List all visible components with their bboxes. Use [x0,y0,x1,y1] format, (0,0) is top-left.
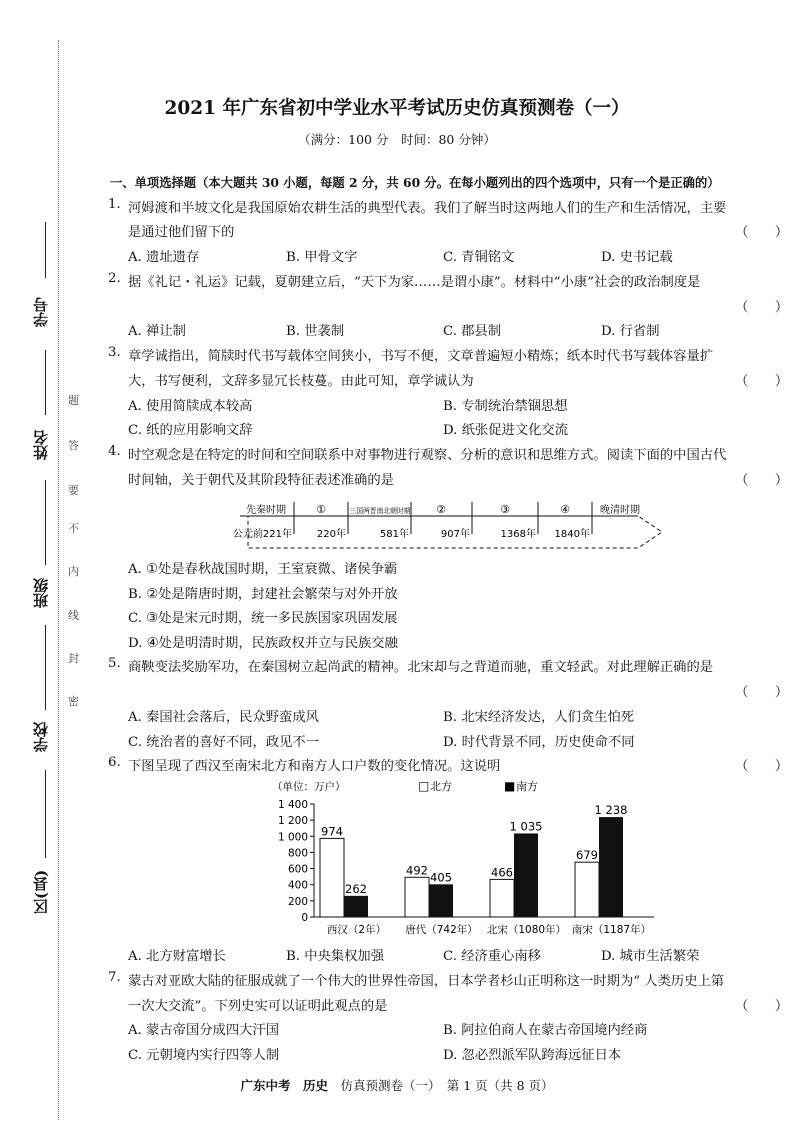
legend-north-label: 北方 [430,780,452,793]
timeline-date: 220年 [316,529,346,540]
question-text: 商鞅变法奖励军功，在秦国树立起尚武的精神。北宋却与之背道而驰，重文轻武。对此理解正确的是 [128,660,714,675]
option-a: A. ①处是春秋战国时期，王室衰微、诸侯争霸 [128,562,398,577]
timeline-period: 三国两晋南北朝时期 [349,507,411,515]
option-d: D. ④处是明清时期，民族政权并立与民族交融 [128,636,398,651]
question-text: 下图呈现了西汉至南宋北方和南方人口户数的变化情况。这说明 [128,759,501,774]
option-d: D. 史书记载 [601,250,673,265]
y-tick-label: 0 [301,912,308,924]
chart-unit-label: （单位：万户） [272,781,346,793]
bar-north [405,877,429,917]
y-tick-label: 1 000 [277,831,308,844]
option-a: A. 北方财富增长 [128,949,226,964]
answer-paren[interactable]: （ ） [735,759,789,774]
option-d: D. 纸张促进文化交流 [443,423,569,438]
option-d: D. 忽必烈派军队跨海远征日本 [443,1048,622,1063]
answer-paren[interactable]: （ ） [735,685,789,700]
exam-subtitle: （满分：100 分 时间：80 分钟） [298,132,496,147]
footer-subject: 广东中考 历史 [240,1078,328,1093]
question-text: 蒙古对亚欧大陆的征服成就了一个伟大的世界性帝国，日本学者杉山正明称这一时期为“ 人类历史上第 [128,974,725,989]
bar-south [344,896,368,917]
data-label-south: 405 [430,870,452,885]
option-c: C. 郡县制 [443,324,502,339]
option-c: C. 元朝境内实行四等人制 [128,1048,280,1063]
option-a: A. 蒙古帝国分成四大汗国 [128,1023,280,1038]
binding-line [58,40,59,1120]
timeline-date: 1840年 [554,529,590,540]
option-b: B. ②处是隋唐时期，封建社会繁荣与对外开放 [128,587,398,602]
timeline-figure [232,494,670,550]
bar-north [320,838,344,917]
class-label: 班级 [32,578,50,608]
data-label-south: 1 238 [594,803,628,818]
option-a: A. 禅让制 [128,324,186,339]
y-tick-label: 200 [287,895,308,908]
timeline-date: 1368年 [500,529,536,540]
answer-paren[interactable]: （ ） [735,999,789,1014]
option-b: B. 中央集权加强 [286,949,385,964]
bar-north [575,862,599,917]
question-number: 4. [108,444,121,459]
timeline-date: 907年 [440,529,470,540]
option-b: B. 阿拉伯商人在蒙古帝国境内经商 [443,1023,648,1038]
answer-paren[interactable]: （ ） [735,473,789,488]
seal-char: 题 [68,394,79,407]
option-b: B. 甲骨文字 [286,250,358,265]
question-number: 5. [108,656,121,671]
data-label-north: 974 [321,824,343,839]
district-line[interactable] [45,770,46,858]
answer-paren[interactable]: （ ） [735,225,789,240]
legend-south-symbol: ■ [504,779,516,793]
name-line[interactable] [45,350,46,415]
question-number: 6. [108,755,121,770]
question-text: 河姆渡和半坡文化是我国原始农耕生活的典型代表。我们了解当时这两地人们的生产和生活情况，主要 [128,201,727,216]
option-a: A. 遗址遗存 [128,250,200,265]
option-b: B. 世袭制 [286,324,345,339]
option-c: C. 青铜铭文 [443,250,515,265]
y-tick-label: 800 [287,847,308,860]
y-tick-label: 1 200 [277,815,308,828]
option-c: C. 统治者的喜好不同，政见不一 [128,735,320,750]
seal-char: 内 [68,565,79,578]
option-a: A. 秦国社会落后，民众野蛮成风 [128,710,319,725]
district-label: 区(县) [32,869,50,915]
question-text: 章学诚指出，简牍时代书写载体空间狭小，书写不便，文章普遍短小精炼；纸本时代书写载体容量扩 [128,349,714,364]
bar-south [514,833,538,917]
option-d: D. 行省制 [601,324,660,339]
question-text: 时空观念是在特定的时间和空间联系中对事物进行观察、分析的意识和思维方式。阅读下面的中国古代 [128,448,727,463]
option-d: D. 时代背景不同，历史使命不同 [443,735,635,750]
question-number: 1. [108,197,121,212]
x-category-label: 南宋（1187年） [571,924,652,936]
y-tick-label: 400 [287,879,308,892]
name-label: 姓名 [32,430,50,460]
timeline-date: 公元前221年 [232,529,292,540]
exam-title: 2021 年广东省初中学业水平考试历史仿真预测卷（一） [164,98,630,119]
answer-paren[interactable]: （ ） [735,374,789,389]
population-bar-chart [258,776,668,940]
option-b: B. 北宋经济发达，人们贪生怕死 [443,710,635,725]
option-a: A. 使用简牍成本较高 [128,399,253,414]
x-category-label: 北宋（1080年） [486,924,567,936]
seal-char: 要 [68,484,79,497]
option-c: C. 纸的应用影响文辞 [128,423,253,438]
option-c: C. ③处是宋元时期，统一多民族国家巩固发展 [128,611,398,626]
timeline-period: 晚清时期 [600,505,640,516]
y-tick-label: 1 400 [277,799,308,811]
class-line[interactable] [45,480,46,565]
timeline-period: ② [436,503,446,516]
bar-south [429,884,453,917]
student-id-label: 学号 [32,297,50,327]
legend-north-symbol: □ [418,779,430,793]
data-label-south: 262 [345,881,367,896]
option-c: C. 经济重心南移 [443,949,541,964]
student-id-line[interactable] [45,222,46,278]
timeline-period: 先秦时期 [246,505,286,516]
footer-page-info: 仿真预测卷（一） 第 1 页（共 8 页） [340,1078,554,1093]
answer-paren[interactable]: （ ） [735,300,789,315]
section-heading: 一、单项选择题（本大题共 30 小题，每题 2 分，共 60 分。在每小题列出的四个选项中，只有一个是正确的） [110,175,720,190]
x-category-label: 唐代（742年） [405,924,478,936]
timeline-period: ① [316,503,326,516]
y-tick-label: 600 [287,863,308,876]
question-text: 是通过他们留下的 [128,225,235,240]
option-b: B. 专制统治禁锢思想 [443,399,568,414]
timeline-date: 581年 [379,529,409,540]
seal-char: 线 [68,609,79,622]
legend-south-label: 南方 [516,780,538,793]
bar-north [490,879,514,917]
question-text: 大，书写便利，文辞多显冗长枝蔓。由此可知，章学诚认为 [128,374,474,389]
question-text: 据《礼记・礼运》记载，夏朝建立后，“天下为家……是谓小康”。材料中“小康”社会的政治制度是 [128,275,701,290]
question-number: 7. [108,970,121,985]
data-label-north: 466 [491,865,513,880]
question-text: 一次大交流”。下列史实可以证明此观点的是 [128,999,388,1014]
seal-char: 密 [68,695,79,708]
data-label-north: 492 [406,863,428,878]
question-number: 2. [108,271,121,286]
school-line[interactable] [45,625,46,710]
seal-char: 不 [68,522,79,535]
seal-char: 答 [68,439,79,452]
data-label-south: 1 035 [509,819,543,834]
seal-char: 封 [68,652,79,665]
timeline-period: ③ [500,503,510,516]
option-d: D. 城市生活繁荣 [601,949,700,964]
question-number: 3. [108,345,121,360]
timeline-period: ④ [560,503,570,516]
bar-south [599,817,623,917]
data-label-north: 679 [576,848,598,863]
x-category-label: 西汉（2年） [326,924,387,936]
question-text: 时间轴，关于朝代及其阶段特征表述准确的是 [128,473,394,488]
page-footer [0,1076,794,1094]
school-label: 学校 [32,722,50,752]
